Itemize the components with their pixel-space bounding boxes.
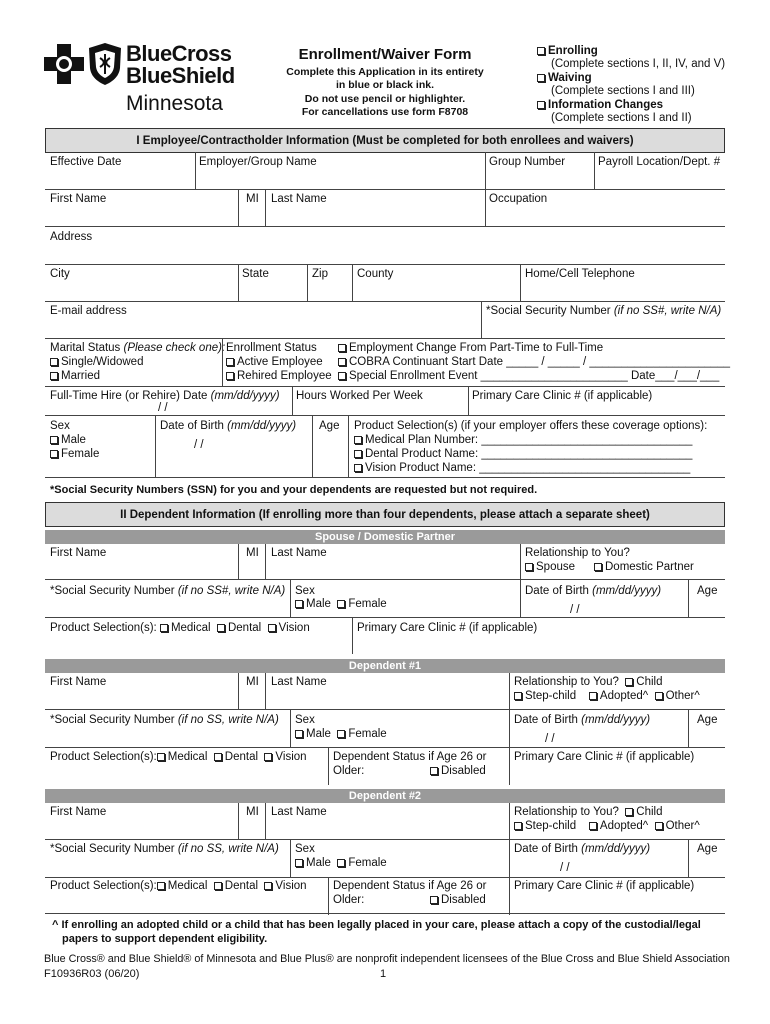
dep1-female-checkbox[interactable] bbox=[337, 730, 345, 738]
ssn-label: *Social Security Number (if no SS#, write N/A) bbox=[486, 305, 722, 317]
dep1-first-name-label: First Name bbox=[50, 676, 107, 688]
option-waiving[interactable]: Waiving bbox=[537, 71, 592, 85]
dep2-relationship: Relationship to You? Child bbox=[514, 806, 663, 818]
header-instruction-3: Do not use pencil or highlighter. bbox=[304, 93, 466, 105]
dep1-mi-label: MI bbox=[246, 676, 259, 688]
address-label: Address bbox=[50, 231, 93, 243]
dep1-relationship-options: Step-child Adopted^ Other^ bbox=[514, 689, 700, 703]
dep1-dental-checkbox[interactable] bbox=[214, 753, 222, 761]
dep2-child-checkbox[interactable] bbox=[625, 808, 633, 816]
section-1-header: I Employee/Contractholder Information (Must be completed for both enrollees and waivers) bbox=[45, 128, 725, 153]
info-changes-checkbox[interactable] bbox=[537, 101, 545, 109]
rehired-employee-checkbox[interactable] bbox=[226, 372, 234, 380]
dep2-dob-label: Date of Birth (mm/dd/yyyy) bbox=[514, 843, 651, 855]
dep2-female-checkbox[interactable] bbox=[337, 859, 345, 867]
logo-name-line1: BlueCross bbox=[126, 41, 232, 66]
dep1-sex-options[interactable]: Male Female bbox=[295, 727, 387, 741]
enrolling-checkbox[interactable] bbox=[537, 47, 545, 55]
single-option[interactable]: Single/Widowed bbox=[50, 355, 143, 369]
dep2-ssn-label: *Social Security Number (if no SS, write N/A) bbox=[50, 843, 279, 855]
spouse-female-checkbox[interactable] bbox=[337, 600, 345, 608]
medical-plan-checkbox[interactable] bbox=[354, 436, 362, 444]
email-label: E-mail address bbox=[50, 305, 127, 317]
licensee-disclaimer: Blue Cross® and Blue Shield® of Minnesota and Blue Plus® are nonprofit independent licensees of the Blue Cross and Blue Shield Association bbox=[44, 953, 730, 965]
form-id: F10936R03 (06/20) bbox=[44, 968, 140, 980]
state-label: State bbox=[242, 268, 269, 280]
logo-region: Minnesota bbox=[126, 92, 223, 115]
effective-date-label: Effective Date bbox=[50, 156, 122, 168]
dep2-stepchild-checkbox[interactable] bbox=[514, 822, 522, 830]
dep2-relationship-options: Step-child Adopted^ Other^ bbox=[514, 819, 700, 833]
dep1-products: Product Selection(s): Medical Dental Vision bbox=[50, 751, 307, 763]
product-selection-label: Product Selection(s) (if your employer offers these coverage options): bbox=[354, 420, 708, 432]
dep2-male-checkbox[interactable] bbox=[295, 859, 303, 867]
ssn-footnote: *Social Security Numbers (SSN) for you and your dependents are requested but not required. bbox=[50, 484, 538, 496]
county-label: County bbox=[357, 268, 394, 280]
dep2-sex-options[interactable]: Male Female bbox=[295, 856, 387, 870]
dep1-status-label: Dependent Status if Age 26 or bbox=[333, 751, 487, 763]
spouse-last-name-label: Last Name bbox=[271, 547, 327, 559]
dep1-dob-slashes: / / bbox=[545, 733, 555, 745]
header-instruction-4: For cancellations use form F8708 bbox=[301, 106, 469, 118]
spouse-male-checkbox[interactable] bbox=[295, 600, 303, 608]
page-number: 1 bbox=[380, 968, 387, 980]
group-number-label: Group Number bbox=[489, 156, 566, 168]
dependent-2-bar: Dependent #2 bbox=[45, 789, 725, 803]
spouse-mi-label: MI bbox=[246, 547, 259, 559]
spouse-dental-checkbox[interactable] bbox=[217, 624, 225, 632]
spouse-sex-label: Sex bbox=[295, 585, 315, 597]
dep1-last-name-label: Last Name bbox=[271, 676, 327, 688]
dep2-first-name-label: First Name bbox=[50, 806, 107, 818]
option-waiving-detail: (Complete sections I and III) bbox=[551, 85, 695, 97]
header-instruction-2: in blue or black ink. bbox=[335, 79, 435, 91]
dep1-pcc-label: Primary Care Clinic # (if applicable) bbox=[514, 751, 695, 763]
domestic-partner-checkbox[interactable] bbox=[594, 563, 602, 571]
adoption-note-line2: papers to support dependent eligibility. bbox=[62, 933, 268, 945]
dob-label: Date of Birth (mm/dd/yyyy) bbox=[160, 420, 297, 432]
spouse-first-name-label: First Name bbox=[50, 547, 107, 559]
blue-cross-icon bbox=[42, 42, 86, 86]
dep1-stepchild-checkbox[interactable] bbox=[514, 692, 522, 700]
dep1-adopted-checkbox[interactable] bbox=[589, 692, 597, 700]
header-instruction-1: Complete this Application in its entirety bbox=[286, 66, 484, 78]
male-checkbox[interactable] bbox=[50, 436, 58, 444]
spouse-relationship-label: Relationship to You? bbox=[525, 547, 630, 559]
payroll-label: Payroll Location/Dept. # bbox=[598, 156, 721, 168]
dep2-last-name-label: Last Name bbox=[271, 806, 327, 818]
option-info-changes-detail: (Complete sections I and II) bbox=[551, 112, 692, 124]
active-employee-checkbox[interactable] bbox=[226, 358, 234, 366]
hours-worked-label: Hours Worked Per Week bbox=[296, 390, 423, 402]
enrollment-status-label: Enrollment Status bbox=[226, 342, 317, 354]
medical-plan-option[interactable]: Medical Plan Number: _________________________________ bbox=[354, 433, 692, 447]
logo-name-line2: BlueShield bbox=[126, 63, 235, 88]
female-option[interactable]: Female bbox=[50, 447, 99, 461]
dep1-older-label: Older: bbox=[333, 765, 365, 777]
active-employee-option[interactable]: Active Employee bbox=[226, 355, 323, 369]
marital-status-label: Marital Status (Please check one): bbox=[50, 342, 226, 354]
adoption-note-line1: ^ If enrolling an adopted child or a child that has been legally placed in your care, please attach a copy of the custodial/legal bbox=[52, 919, 701, 931]
waiving-checkbox[interactable] bbox=[537, 74, 545, 82]
first-name-label: First Name bbox=[50, 193, 107, 205]
rehired-employee-option[interactable]: Rehired Employee bbox=[226, 369, 332, 383]
employment-change-checkbox[interactable] bbox=[338, 344, 346, 352]
spouse-option[interactable]: Spouse bbox=[525, 560, 575, 574]
dep2-vision-checkbox[interactable] bbox=[264, 882, 272, 890]
option-enrolling-detail: (Complete sections I, II, IV, and V) bbox=[551, 58, 726, 70]
dental-product-option[interactable]: Dental Product Name: _________________________________ bbox=[354, 447, 692, 461]
spouse-products: Product Selection(s): Medical Dental Vision bbox=[50, 622, 310, 634]
last-name-label: Last Name bbox=[271, 193, 327, 205]
spouse-checkbox[interactable] bbox=[525, 563, 533, 571]
city-label: City bbox=[50, 268, 70, 280]
married-option[interactable]: Married bbox=[50, 369, 100, 383]
dep2-status-label: Dependent Status if Age 26 or bbox=[333, 880, 487, 892]
spouse-sex-options[interactable]: Male Female bbox=[295, 597, 387, 611]
dep2-pcc-label: Primary Care Clinic # (if applicable) bbox=[514, 880, 695, 892]
dep1-child-checkbox[interactable] bbox=[625, 678, 633, 686]
married-checkbox[interactable] bbox=[50, 372, 58, 380]
spouse-dob-label: Date of Birth (mm/dd/yyyy) bbox=[525, 585, 662, 597]
dep2-sex-label: Sex bbox=[295, 843, 315, 855]
spouse-ssn-label: *Social Security Number (if no SS#, write N/A) bbox=[50, 585, 286, 597]
dep1-dob-label: Date of Birth (mm/dd/yyyy) bbox=[514, 714, 651, 726]
option-enrolling[interactable]: Enrolling bbox=[537, 44, 598, 58]
single-checkbox[interactable] bbox=[50, 358, 58, 366]
blue-shield-icon bbox=[87, 42, 123, 86]
option-info-changes[interactable]: Information Changes bbox=[537, 98, 663, 112]
spouse-age-label: Age bbox=[697, 585, 718, 597]
hire-date-slashes: / / bbox=[158, 402, 168, 414]
male-option[interactable]: Male bbox=[50, 433, 86, 447]
cobra-option[interactable]: COBRA Continuant Start Date _____ / _____ / ______________________ bbox=[338, 355, 730, 369]
dep2-dob-slashes: / / bbox=[560, 862, 570, 874]
dep2-age-label: Age bbox=[697, 843, 718, 855]
mi-label: MI bbox=[246, 193, 259, 205]
employment-change-option[interactable]: Employment Change From Part-Time to Full-Time bbox=[338, 341, 603, 355]
employer-group-label: Employer/Group Name bbox=[199, 156, 317, 168]
vision-product-checkbox[interactable] bbox=[354, 464, 362, 472]
dep2-older-label: Older: bbox=[333, 894, 365, 906]
form-title: Enrollment/Waiver Form bbox=[298, 46, 472, 63]
special-enrollment-checkbox[interactable] bbox=[338, 372, 346, 380]
vision-product-option[interactable]: Vision Product Name: _________________________________ bbox=[354, 461, 690, 475]
dep1-other-checkbox[interactable] bbox=[655, 692, 663, 700]
dep2-other-checkbox[interactable] bbox=[655, 822, 663, 830]
dep1-disabled-option[interactable]: Disabled bbox=[430, 764, 486, 778]
dep2-medical-checkbox[interactable] bbox=[157, 882, 165, 890]
sex-label: Sex bbox=[50, 420, 70, 432]
dep2-mi-label: MI bbox=[246, 806, 259, 818]
spouse-bar: Spouse / Domestic Partner bbox=[45, 530, 725, 544]
special-enrollment-option[interactable]: Special Enrollment Event _______________________ Date___/___/___ bbox=[338, 369, 719, 383]
zip-label: Zip bbox=[312, 268, 328, 280]
dep1-relationship: Relationship to You? Child bbox=[514, 676, 663, 688]
dep2-disabled-option[interactable]: Disabled bbox=[430, 893, 486, 907]
dob-slashes: / / bbox=[194, 439, 204, 451]
occupation-label: Occupation bbox=[489, 193, 548, 205]
dep1-vision-checkbox[interactable] bbox=[264, 753, 272, 761]
domestic-partner-option[interactable]: Domestic Partner bbox=[594, 560, 694, 574]
spouse-vision-checkbox[interactable] bbox=[268, 624, 276, 632]
spouse-medical-checkbox[interactable] bbox=[160, 624, 168, 632]
primary-care-clinic-label: Primary Care Clinic # (if applicable) bbox=[472, 390, 653, 402]
dep2-products: Product Selection(s): Medical Dental Vision bbox=[50, 880, 307, 892]
cobra-checkbox[interactable] bbox=[338, 358, 346, 366]
spouse-dob-slashes: / / bbox=[570, 604, 580, 616]
logo bbox=[42, 42, 242, 122]
dental-product-checkbox[interactable] bbox=[354, 450, 362, 458]
dep2-dental-checkbox[interactable] bbox=[214, 882, 222, 890]
dep2-adopted-checkbox[interactable] bbox=[589, 822, 597, 830]
dep1-disabled-checkbox[interactable] bbox=[430, 767, 438, 775]
phone-label: Home/Cell Telephone bbox=[525, 268, 635, 280]
section-2-header: II Dependent Information (If enrolling more than four dependents, please attach a separate sheet) bbox=[45, 502, 725, 527]
age-label: Age bbox=[319, 420, 340, 432]
dependent-1-bar: Dependent #1 bbox=[45, 659, 725, 673]
dep1-ssn-label: *Social Security Number (if no SS, write N/A) bbox=[50, 714, 279, 726]
dep2-disabled-checkbox[interactable] bbox=[430, 896, 438, 904]
spouse-pcc-label: Primary Care Clinic # (if applicable) bbox=[357, 622, 538, 634]
female-checkbox[interactable] bbox=[50, 450, 58, 458]
dep1-male-checkbox[interactable] bbox=[295, 730, 303, 738]
dep1-age-label: Age bbox=[697, 714, 718, 726]
dep1-sex-label: Sex bbox=[295, 714, 315, 726]
dep1-medical-checkbox[interactable] bbox=[157, 753, 165, 761]
hire-date-label: Full-Time Hire (or Rehire) Date (mm/dd/yyyy) bbox=[50, 390, 280, 402]
